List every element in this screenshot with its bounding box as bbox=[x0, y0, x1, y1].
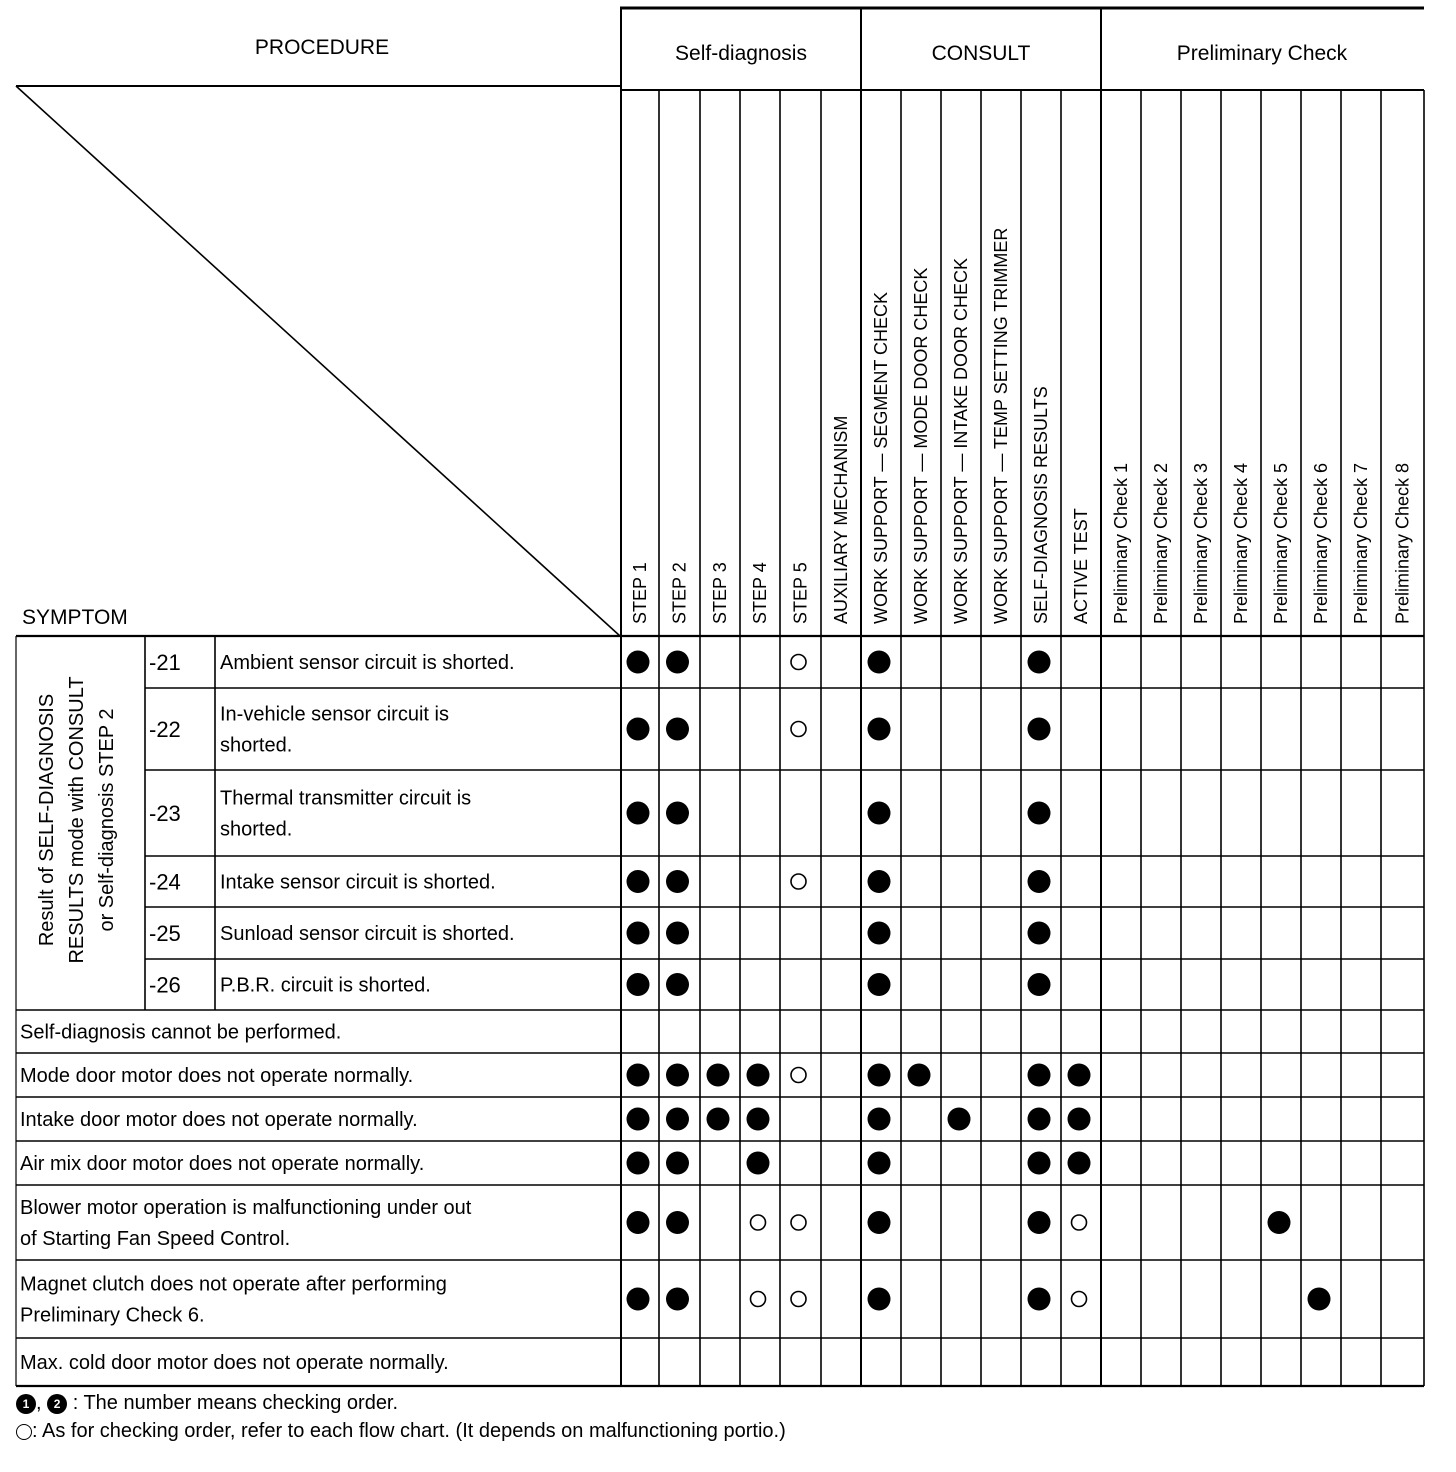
check-order-number: 4 bbox=[754, 1068, 762, 1083]
check-order-number: 1 bbox=[634, 1292, 642, 1307]
group-header-self-diagnosis: Self-diagnosis bbox=[675, 42, 807, 65]
check-order-number: 2 bbox=[1035, 874, 1043, 890]
check-order-number: 3 bbox=[1075, 1156, 1083, 1171]
check-order-number: 2 bbox=[1035, 977, 1043, 993]
legend-open-text: : As for checking order, refer to each flow chart. (It depends on malfunctioning portio.) bbox=[32, 1420, 786, 1442]
column-header: WORK SUPPORT — MODE DOOR CHECK bbox=[911, 267, 931, 624]
column-header: Preliminary Check 3 bbox=[1191, 462, 1211, 624]
check-order-number: 1 bbox=[634, 1068, 642, 1083]
check-order-number: 1 bbox=[875, 1068, 883, 1083]
check-order-number: 2 bbox=[1035, 1215, 1043, 1231]
symptom-text: Preliminary Check 6. bbox=[20, 1304, 205, 1327]
column-header: Preliminary Check 1 bbox=[1111, 462, 1131, 624]
check-order-number: 2 bbox=[1035, 1292, 1043, 1307]
check-order-number: 2 bbox=[1035, 806, 1043, 821]
grid-line bbox=[16, 86, 620, 636]
table-grid bbox=[16, 8, 1424, 1386]
check-order-number: 1 bbox=[634, 1156, 642, 1171]
open-circle-mark bbox=[1072, 1292, 1087, 1307]
symptom-code: -26 bbox=[149, 972, 181, 998]
check-order-number: 2 bbox=[1035, 722, 1043, 737]
open-circle-mark bbox=[791, 1068, 806, 1083]
column-header: WORK SUPPORT — TEMP SETTING TRIMMER bbox=[991, 227, 1011, 624]
svg-text:Result of SELF-DIAGNOSIS: Result of SELF-DIAGNOSIS bbox=[36, 693, 58, 947]
legend-filled-text: : The number means checking order. bbox=[72, 1392, 399, 1414]
check-order-number: 2 bbox=[673, 1215, 682, 1231]
open-circle-mark bbox=[791, 655, 806, 670]
check-order-number: 2 bbox=[1035, 926, 1043, 941]
check-order-number: 3 bbox=[714, 1068, 722, 1083]
symptom-text: Self-diagnosis cannot be performed. bbox=[20, 1021, 342, 1044]
open-circle-mark bbox=[751, 1215, 766, 1230]
check-order-number: 2 bbox=[673, 1068, 682, 1083]
legend-open bbox=[16, 1420, 786, 1443]
group-label-self-diagnosis-results bbox=[36, 676, 118, 963]
open-circle-mark bbox=[751, 1292, 766, 1307]
filled-circle-icon: 2 bbox=[47, 1394, 67, 1414]
check-order-number: 1 bbox=[875, 874, 883, 890]
column-header: STEP 2 bbox=[669, 562, 690, 624]
svg-text:RESULTS mode with CONSULT: RESULTS mode with CONSULT bbox=[66, 676, 88, 964]
check-order-number: 3 bbox=[955, 1112, 963, 1127]
symptom-code: -24 bbox=[149, 869, 181, 895]
symptom-code: -23 bbox=[149, 801, 181, 826]
check-order-number: 1 bbox=[634, 806, 642, 821]
column-header: WORK SUPPORT — SEGMENT CHECK bbox=[871, 291, 891, 624]
check-order-number: 2 bbox=[673, 722, 682, 737]
symptom-text: Thermal transmitter circuit is bbox=[220, 787, 472, 810]
column-header: Preliminary Check 2 bbox=[1151, 462, 1171, 624]
svg-text:or Self-diagnosis STEP 2: or Self-diagnosis STEP 2 bbox=[96, 708, 118, 932]
check-order-number: 3 bbox=[714, 1112, 722, 1127]
column-header: STEP 5 bbox=[790, 562, 811, 624]
check-order-number: 3 bbox=[1275, 1215, 1283, 1231]
check-order-number: 1 bbox=[634, 1112, 642, 1127]
symptom-text: Intake sensor circuit is shorted. bbox=[220, 871, 496, 894]
check-order-number: 1 bbox=[875, 1215, 883, 1231]
open-circle-mark bbox=[791, 874, 806, 889]
check-order-number: 4 bbox=[754, 1112, 762, 1127]
check-order-number: 4 bbox=[1075, 1112, 1083, 1127]
check-order-number: 1 bbox=[875, 1112, 883, 1127]
check-order-number: 1 bbox=[634, 1215, 642, 1231]
check-order-number: 2 bbox=[673, 655, 682, 670]
symptom-text: Magnet clutch does not operate after performing bbox=[20, 1273, 447, 1296]
symptom-text: Blower motor operation is malfunctioning under out bbox=[20, 1197, 472, 1219]
symptom-text: P.B.R. circuit is shorted. bbox=[220, 974, 431, 997]
symptom-text: of Starting Fan Speed Control. bbox=[20, 1228, 291, 1250]
check-order-number: 1 bbox=[875, 926, 883, 941]
check-order-number: 2 bbox=[1035, 1068, 1043, 1083]
check-order-number: 3 bbox=[915, 1068, 923, 1083]
column-header: WORK SUPPORT — INTAKE DOOR CHECK bbox=[951, 257, 971, 624]
check-order-number: 1 bbox=[634, 874, 642, 890]
column-header: AUXILIARY MECHANISM bbox=[831, 415, 851, 624]
check-order-number: 2 bbox=[673, 926, 682, 941]
check-order-number: 2 bbox=[673, 874, 682, 890]
symptom-text: Mode door motor does not operate normally. bbox=[20, 1065, 414, 1087]
check-order-number: 2 bbox=[673, 1156, 682, 1171]
filled-circle-icon: 1 bbox=[16, 1394, 36, 1414]
check-order-number: 1 bbox=[634, 655, 642, 670]
check-order-number: 1 bbox=[875, 1156, 883, 1171]
open-circle-mark bbox=[791, 1215, 806, 1230]
symptom-text: In-vehicle sensor circuit is bbox=[220, 703, 449, 726]
symptom-code: -22 bbox=[149, 717, 181, 742]
check-order-number: 2 bbox=[673, 806, 682, 821]
open-circle-mark bbox=[791, 722, 806, 737]
symptom-text: Sunload sensor circuit is shorted. bbox=[220, 923, 515, 945]
column-header: ACTIVE TEST bbox=[1071, 508, 1091, 624]
procedure-header: PROCEDURE bbox=[254, 36, 390, 59]
open-circle-mark bbox=[1072, 1215, 1087, 1230]
symptom-text: shorted. bbox=[220, 734, 293, 757]
check-order-number: 1 bbox=[875, 1292, 883, 1307]
check-order-number: 1 bbox=[875, 655, 883, 670]
column-header: Preliminary Check 7 bbox=[1351, 462, 1371, 624]
check-order-number: 1 bbox=[875, 977, 883, 993]
check-order-number: 1 bbox=[875, 806, 883, 821]
row-labels bbox=[20, 650, 515, 1374]
legend-filled bbox=[16, 1392, 398, 1415]
check-order-number: 4 bbox=[754, 1156, 762, 1171]
check-order-number: 2 bbox=[1035, 655, 1043, 670]
symptom-text: shorted. bbox=[220, 818, 293, 841]
check-order-number: 1 bbox=[634, 722, 642, 737]
check-order-number: 1 bbox=[634, 926, 642, 941]
column-header: STEP 4 bbox=[750, 562, 770, 624]
legend-separator: , bbox=[36, 1392, 48, 1414]
symptom-header: SYMPTOM bbox=[22, 606, 128, 629]
check-order-number: 3 bbox=[1315, 1292, 1323, 1307]
check-order-number: 2 bbox=[673, 1112, 682, 1127]
check-order-number: 1 bbox=[634, 977, 642, 993]
symptom-text: Max. cold door motor does not operate normally. bbox=[20, 1352, 449, 1374]
symptom-code: -25 bbox=[149, 921, 181, 946]
check-order-number: 4 bbox=[1075, 1068, 1083, 1083]
check-order-number: 2 bbox=[1035, 1112, 1043, 1127]
check-order-number: 2 bbox=[1035, 1156, 1043, 1171]
column-header: Preliminary Check 4 bbox=[1231, 462, 1251, 624]
column-header: STEP 3 bbox=[710, 562, 730, 624]
group-header-preliminary-check: Preliminary Check bbox=[1176, 42, 1348, 65]
check-marks bbox=[627, 651, 1331, 1311]
check-order-number: 2 bbox=[673, 977, 682, 993]
column-header: Preliminary Check 8 bbox=[1392, 462, 1413, 624]
column-header: STEP 1 bbox=[630, 562, 650, 624]
column-header: SELF-DIAGNOSIS RESULTS bbox=[1031, 386, 1051, 624]
group-header-consult: CONSULT bbox=[931, 42, 1031, 65]
check-order-number: 1 bbox=[875, 722, 883, 737]
symptom-text: Air mix door motor does not operate normally. bbox=[20, 1153, 425, 1175]
open-circle-icon bbox=[16, 1424, 32, 1440]
check-order-number: 2 bbox=[673, 1292, 682, 1307]
symptom-text: Ambient sensor circuit is shorted. bbox=[220, 652, 515, 674]
symptom-text: Intake door motor does not operate normally. bbox=[20, 1109, 418, 1131]
column-header: Preliminary Check 6 bbox=[1311, 462, 1331, 624]
column-header: Preliminary Check 5 bbox=[1271, 462, 1291, 624]
open-circle-mark bbox=[791, 1292, 806, 1307]
symptom-code: -21 bbox=[149, 650, 181, 675]
